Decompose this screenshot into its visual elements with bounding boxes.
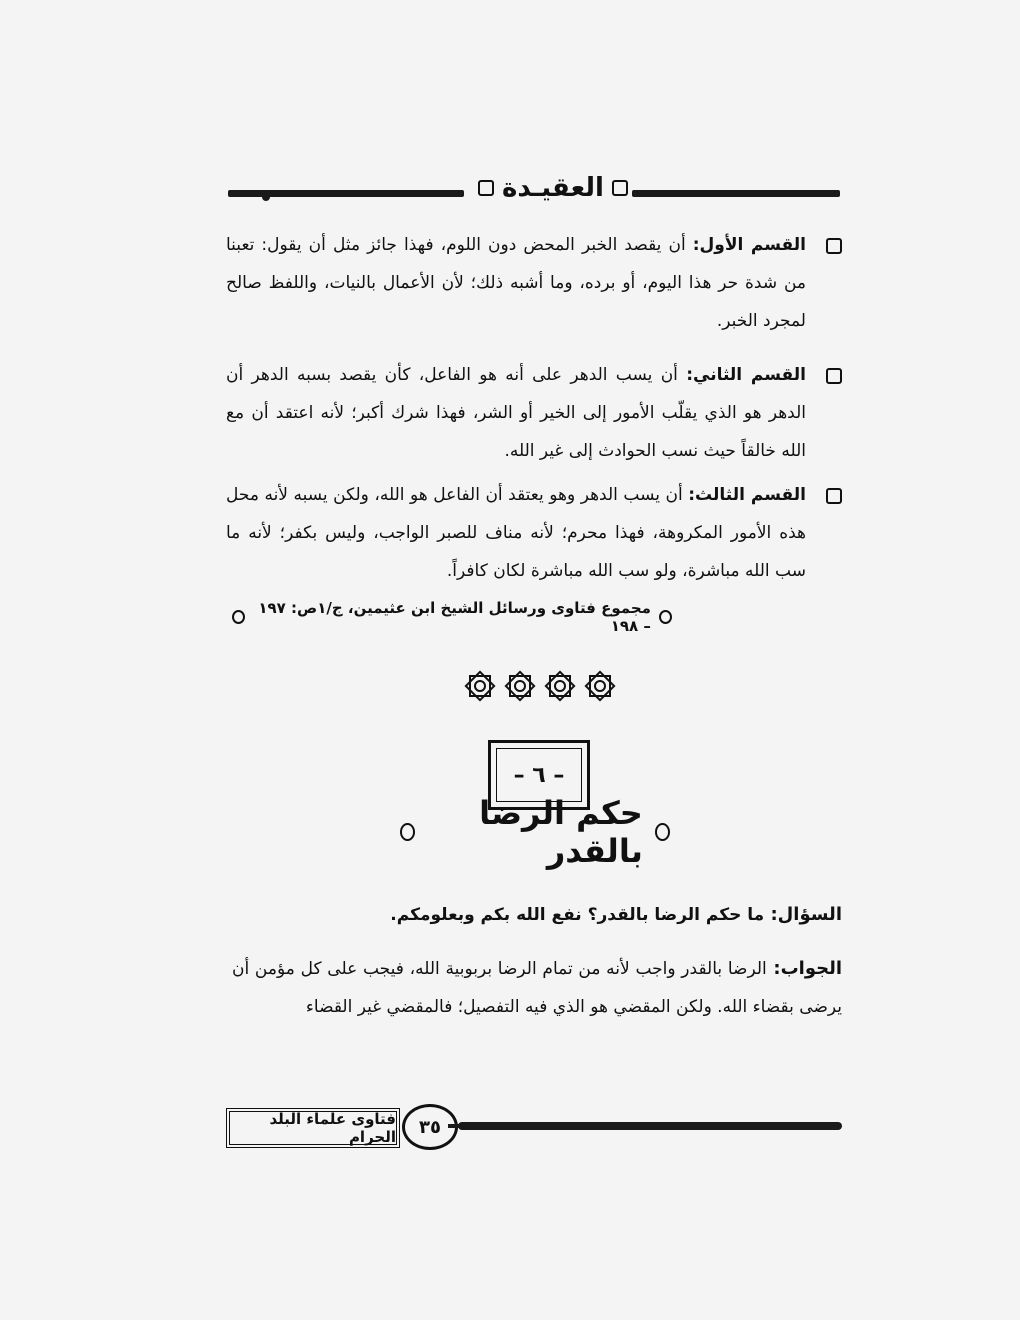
star-ornament-icon: [502, 668, 538, 704]
answer-block: الجواب: الرضا بالقدر واجب لأنه من تمام الرضا بربوبية الله، فيجب على كل مؤمن أن يرضى بقضاء الله. ولكن المقضي هو الذي فيه التفصيل؛ فالمقضي غير القضاء: [232, 958, 843, 1017]
reference-text: مجموع فتاوى ورسائل الشيخ ابن عثيمين، ج/١ص: ١٩٧ – ١٩٨: [258, 599, 651, 635]
square-bullet-icon: [826, 238, 842, 254]
section-1-text: أن يقصد الخبر المحض دون اللوم، فهذا جائز مثل أن يقول: تعبنا من شدة حر هذا اليوم، أو برده، وما أشبه ذلك؛ لأن الأعمال بالنيات، واللفظ صالح لمجرد الخبر.: [226, 235, 806, 331]
section-3-lead: القسم الثالث:: [688, 485, 806, 505]
paragraph-section-1: [226, 226, 806, 340]
circle-bullet-icon: [659, 610, 672, 624]
answer-label: الجواب: [780, 958, 843, 979]
circle-bullet-icon: [655, 823, 670, 841]
section-2-text: أن يسب الدهر على أنه هو الفاعل، كأن يقصد بسبه الدهر أن الدهر هو الذي يقلّب الأمور إلى الخير أو الشر، فهذا شرك أكبر؛ لأنه اعتقد أن مع الله خالقاً حيث نسب الحوادث إلى غير الله.: [226, 365, 806, 461]
footer-rule: [458, 1122, 842, 1130]
paragraph-section-3: [226, 476, 806, 590]
paragraph-section-2: [226, 356, 806, 470]
square-bullet-icon: [478, 180, 494, 196]
circle-bullet-icon: [232, 610, 245, 624]
header-rule-left: [228, 190, 464, 197]
header-title: العقيـدة: [502, 173, 604, 203]
square-bullet-icon: [826, 488, 842, 504]
star-ornament-icon: [582, 668, 618, 704]
section-2-lead: القسم الثاني:: [686, 365, 806, 385]
header-title-group: [478, 172, 628, 204]
question-text: ما حكم الرضا بالقدر؟ نفع الله بكم وبعلومكم.: [390, 905, 765, 925]
running-header: [228, 168, 840, 208]
fatwa-title: حكم الرضا بالقدر: [479, 794, 643, 870]
star-ornament-icon: [542, 668, 578, 704]
section-1-lead: القسم الأول:: [692, 235, 806, 255]
question-label: السؤال: [777, 904, 842, 925]
header-rule-right: [632, 190, 840, 197]
star-ornament-icon: [462, 668, 498, 704]
footer-book-title: فتاوى علماء البلد الحرام: [226, 1108, 400, 1148]
square-bullet-icon: [826, 368, 842, 384]
page-footer: [226, 1108, 842, 1148]
fatwa-number: – ٦ –: [496, 748, 582, 802]
circle-bullet-icon: [400, 823, 415, 841]
page-number: ٣٥: [402, 1104, 458, 1150]
answer-text: الرضا بالقدر واجب لأنه من تمام الرضا بربوبية الله، فيجب على كل مؤمن أن يرضى بقضاء الله. ولكن المقضي هو الذي فيه التفصيل؛ فالمقضي غير القضاء: [232, 959, 842, 1017]
decorative-ornament: [462, 668, 618, 708]
source-reference: [232, 599, 672, 635]
fatwa-heading: [400, 794, 670, 870]
question-block: السؤال: ما حكم الرضا بالقدر؟ نفع الله بكم وبعلومكم.: [390, 904, 842, 925]
section-3-text: أن يسب الدهر وهو يعتقد أن الفاعل هو الله، ولكن يسبه لأنه محل هذه الأمور المكروهة، فهذا محرم؛ لأنه مناف للصبر الواجب، وليس بكفر؛ لأنه ما سب الله مباشرة، ولو سب الله مباشرة لكان كافراً.: [226, 485, 806, 581]
square-bullet-icon: [612, 180, 628, 196]
